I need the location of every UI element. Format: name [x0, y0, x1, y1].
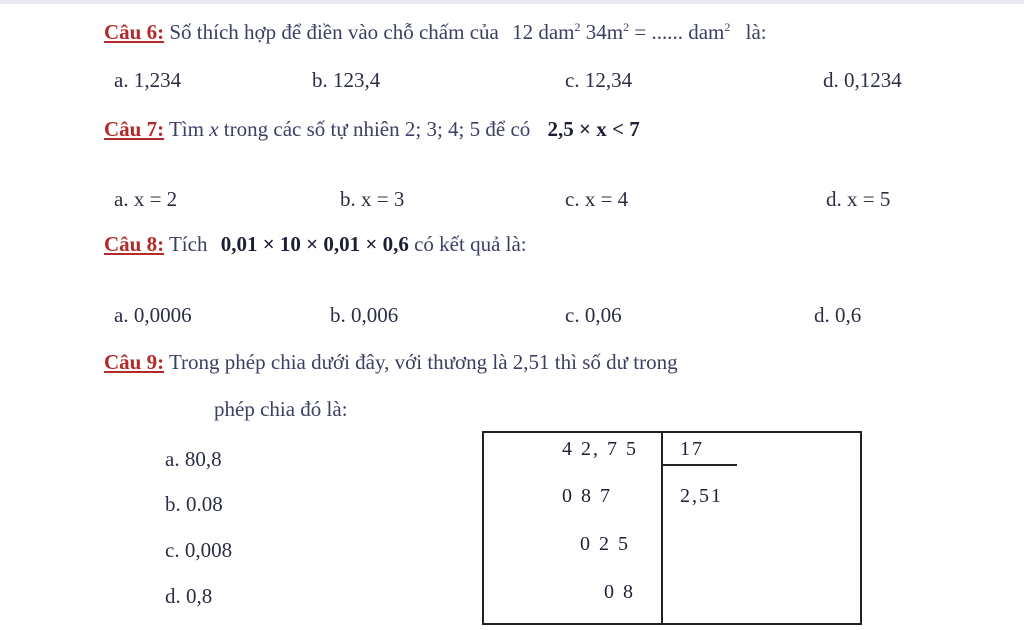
question-6-label: Câu 6: — [104, 20, 165, 44]
division-vertical-line — [661, 433, 663, 625]
question-7-label: Câu 7: — [104, 117, 165, 141]
q9-option-d[interactable]: d. 0,8 — [165, 584, 213, 608]
question-9 — [104, 350, 678, 375]
question-6 — [104, 20, 767, 45]
question-8 — [104, 232, 527, 257]
q9-option-b[interactable]: b. 0.08 — [165, 492, 223, 516]
question-7 — [104, 117, 640, 142]
question-8-text-b: có kết quả là: — [414, 232, 527, 256]
q8-option-a[interactable]: a. 0,0006 — [114, 303, 192, 327]
expr-sup-3: 2 — [724, 20, 731, 34]
question-6-expression — [512, 20, 730, 44]
division-divisor: 17 — [680, 438, 704, 460]
division-step-1: 0 8 7 — [562, 485, 612, 507]
expr-part-1: 12 dam — [512, 20, 575, 44]
question-8-label: Câu 8: — [104, 232, 165, 256]
q9-option-c[interactable]: c. 0,008 — [165, 538, 233, 562]
question-8-expression: 0,01 × 10 × 0,01 × 0,6 — [220, 232, 409, 256]
q7-option-d[interactable]: d. x = 5 — [826, 187, 891, 211]
top-border — [0, 0, 1024, 4]
division-dividend: 4 2, 7 5 — [562, 438, 638, 460]
q8-option-d[interactable]: d. 0,6 — [814, 303, 862, 327]
question-9-text-line2: phép chia đó là: — [214, 397, 348, 421]
q7-option-a[interactable]: a. x = 2 — [114, 187, 178, 211]
q6-option-a[interactable]: a. 1,234 — [114, 68, 182, 92]
question-7-text-b: trong các số tự nhiên 2; 3; 4; 5 để có — [223, 117, 531, 141]
division-quotient: 2,51 — [680, 485, 723, 507]
question-6-suffix: là: — [745, 20, 767, 44]
question-7-expression: 2,5 × x < 7 — [547, 117, 640, 141]
q9-option-a[interactable]: a. 80,8 — [165, 447, 222, 471]
q6-option-c[interactable]: c. 12,34 — [565, 68, 633, 92]
q8-option-b[interactable]: b. 0,006 — [330, 303, 399, 327]
division-step-3: 0 8 — [604, 581, 635, 603]
q8-option-c[interactable]: c. 0,06 — [565, 303, 622, 327]
question-6-text: Số thích hợp để điền vào chỗ chấm của — [169, 20, 499, 44]
q7-option-c[interactable]: c. x = 4 — [565, 187, 629, 211]
question-7-text-a: Tìm — [168, 117, 204, 141]
q7-option-b[interactable]: b. x = 3 — [340, 187, 405, 211]
q6-option-b[interactable]: b. 123,4 — [312, 68, 381, 92]
division-horizontal-line — [661, 464, 737, 466]
division-step-2: 0 2 5 — [580, 533, 630, 555]
expr-part-3: = ...... dam — [629, 20, 725, 44]
expr-sup-1: 2 — [574, 20, 581, 34]
question-8-text-a: Tích — [168, 232, 208, 256]
q6-option-d[interactable]: d. 0,1234 — [823, 68, 902, 92]
question-9-text-line1: Trong phép chia dưới đây, với thương là 2,51 thì số dư trong — [168, 350, 678, 374]
question-9-label: Câu 9: — [104, 350, 165, 374]
expr-part-2: 34m — [580, 20, 624, 44]
expr-sup-2: 2 — [623, 20, 630, 34]
long-division-box — [482, 431, 862, 625]
question-7-variable: x — [209, 117, 219, 141]
